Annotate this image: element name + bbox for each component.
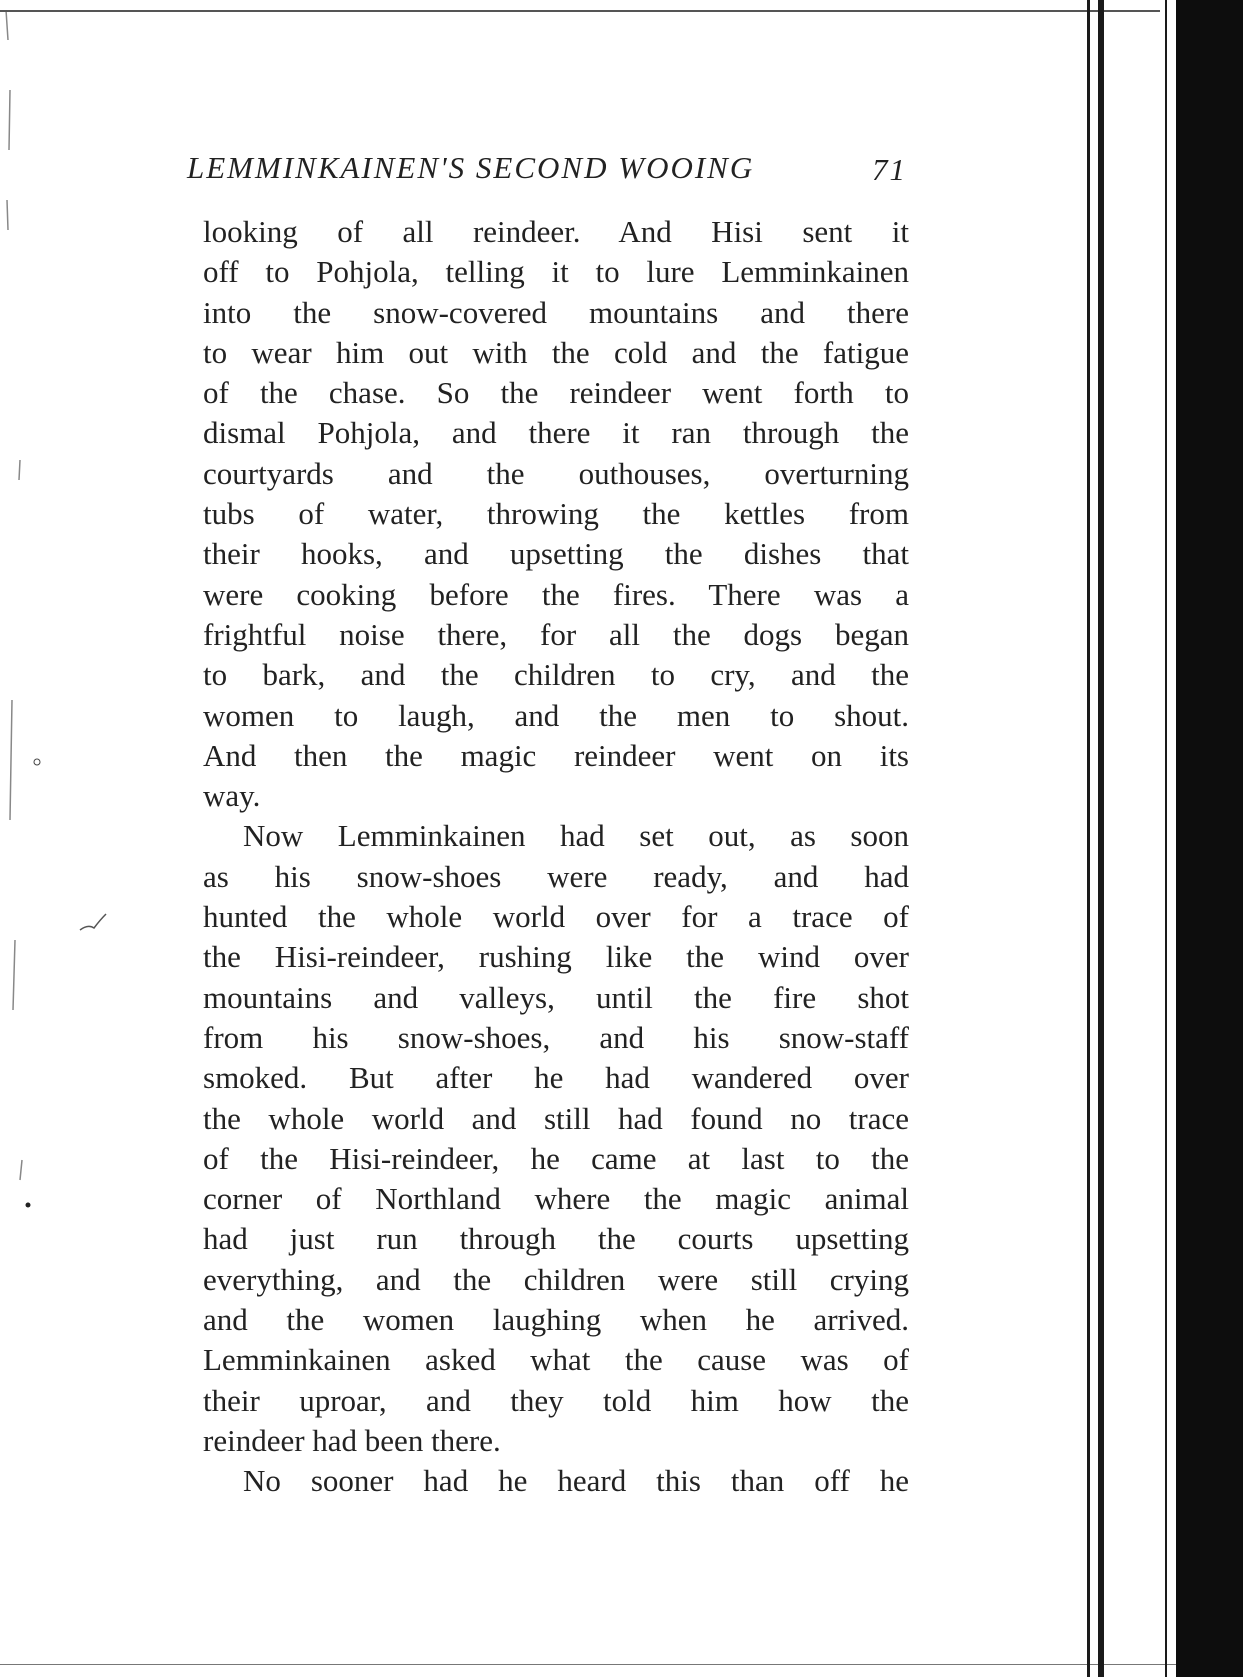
text-line: into the snow-covered mountains and there <box>203 294 909 330</box>
text-line: to wear him out with the cold and the fatigue <box>203 334 909 370</box>
text-line: and the women laughing when he arrived. <box>203 1302 909 1338</box>
text-line: women to laugh, and the men to shout. <box>203 697 909 733</box>
text-line: And then the magic reindeer went on its <box>203 737 909 773</box>
text-line: of the chase. So the reindeer went forth to <box>203 375 909 411</box>
text-line: tubs of water, throwing the kettles from <box>203 496 909 532</box>
book-spine-shadow <box>1176 0 1243 1677</box>
text-line: as his snow-shoes were ready, and had <box>203 858 909 894</box>
text-line: corner of Northland where the magic animal <box>203 1181 909 1217</box>
spine-edge-line <box>1087 0 1090 1677</box>
running-title: LEMMINKAINEN'S SECOND WOOING <box>187 150 755 185</box>
text-line: dismal Pohjola, and there it ran through the <box>203 415 909 451</box>
text-line: their uproar, and they told him how the <box>203 1382 909 1418</box>
body-text <box>203 212 909 1502</box>
text-line: hunted the whole world over for a trace of <box>203 899 909 935</box>
spine-edge-line <box>1165 0 1167 1677</box>
text-line: Lemminkainen asked what the cause was of <box>203 1342 909 1378</box>
text-line: courtyards and the outhouses, overturning <box>203 455 909 491</box>
text-line: from his snow-shoes, and his snow-staff <box>203 1019 909 1055</box>
text-line: their hooks, and upsetting the dishes that <box>203 536 909 572</box>
text-line: looking of all reindeer. And Hisi sent it <box>203 214 909 249</box>
bottom-edge-rule <box>0 1664 1243 1665</box>
text-line: way. <box>203 778 261 814</box>
page-number: 71 <box>872 152 907 187</box>
text-line: smoked. But after he had wandered over <box>203 1060 909 1096</box>
text-line: everything, and the children were still crying <box>203 1261 909 1297</box>
text-line: the whole world and still had found no trace <box>203 1100 909 1136</box>
text-line: reindeer had been there. <box>203 1422 501 1458</box>
text-line: had just run through the courts upsetting <box>203 1221 909 1257</box>
text-line: the Hisi-reindeer, rushing like the wind over <box>203 939 909 975</box>
text-line: of the Hisi-reindeer, he came at last to the <box>203 1140 909 1176</box>
text-line: frightful noise there, for all the dogs began <box>203 616 909 652</box>
margin-specks <box>0 0 130 1677</box>
spine-edge-line <box>1098 0 1104 1677</box>
top-edge-rule <box>0 10 1160 12</box>
text-line: were cooking before the fires. There was a <box>203 576 909 612</box>
running-header <box>187 150 907 194</box>
text-line: No sooner had he heard this than off he <box>243 1463 909 1499</box>
text-line: to bark, and the children to cry, and the <box>203 657 909 693</box>
text-line: off to Pohjola, telling it to lure Lemminkainen <box>203 254 909 290</box>
text-line: Now Lemminkainen had set out, as soon <box>243 818 909 854</box>
text-line: mountains and valleys, until the fire shot <box>203 979 909 1015</box>
